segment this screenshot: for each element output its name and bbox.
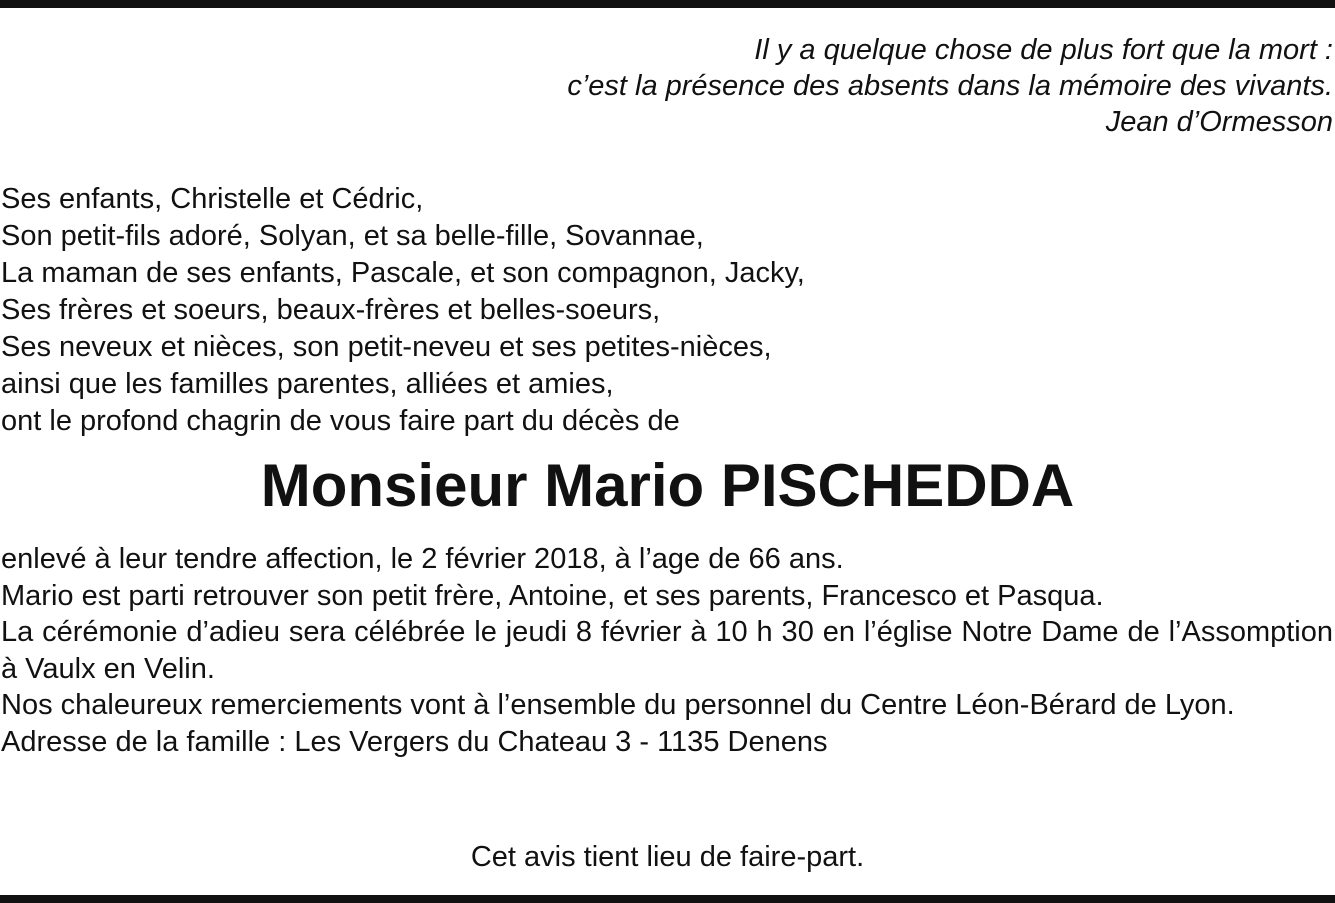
deceased-name: Monsieur Mario PISCHEDDA (260, 452, 1075, 519)
family-line: Ses neveux et nièces, son petit-neveu et ses petites-nièces, (1, 331, 772, 363)
family-announcement (1, 181, 1331, 440)
family-line: Ses frères et soeurs, beaux-frères et belles-soeurs, (1, 294, 661, 326)
bottom-border-rule (0, 895, 1335, 903)
family-line: Son petit-fils adoré, Solyan, et sa belle-fille, Sovannae, (1, 220, 704, 252)
family-line: La maman de ses enfants, Pascale, et son compagnon, Jacky, (1, 257, 805, 289)
passing-text: enlevé à leur tendre affection, le 2 février 2018, à l’age de 66 ans. (1, 543, 844, 575)
quote-line-1: Il y a quelque chose de plus fort que la mort : (754, 34, 1333, 66)
top-border-rule (0, 0, 1335, 8)
notice-details (1, 541, 1333, 760)
quote-line-2: c’est la présence des absents dans la mémoire des vivants. (567, 70, 1333, 102)
remembrance-text: Mario est parti retrouver son petit frère, Antoine, et ses parents, Francesco et Pasqua. (1, 579, 1104, 612)
family-address: Adresse de la famille : Les Vergers du Chateau 3 - 1135 Denens (1, 725, 828, 758)
family-line: ainsi que les familles parentes, alliées et amies, (1, 368, 614, 400)
quote-author: Jean d’Ormesson (1105, 106, 1333, 138)
closing-note: Cet avis tient lieu de faire-part. (470, 841, 865, 873)
thanks-text: Nos chaleureux remerciements vont à l’ensemble du personnel du Centre Léon-Bérard de Lyon. (1, 689, 1235, 721)
family-line: Ses enfants, Christelle et Cédric, (1, 183, 424, 215)
ceremony-text: La cérémonie d’adieu sera célébrée le jeudi 8 février à 10 h 30 en l’église Notre Dame de l’Assomption à Vaulx en Velin. (1, 616, 1333, 685)
epigraph-quote (333, 32, 1333, 140)
family-line: ont le profond chagrin de vous faire part du décès de (1, 405, 680, 437)
